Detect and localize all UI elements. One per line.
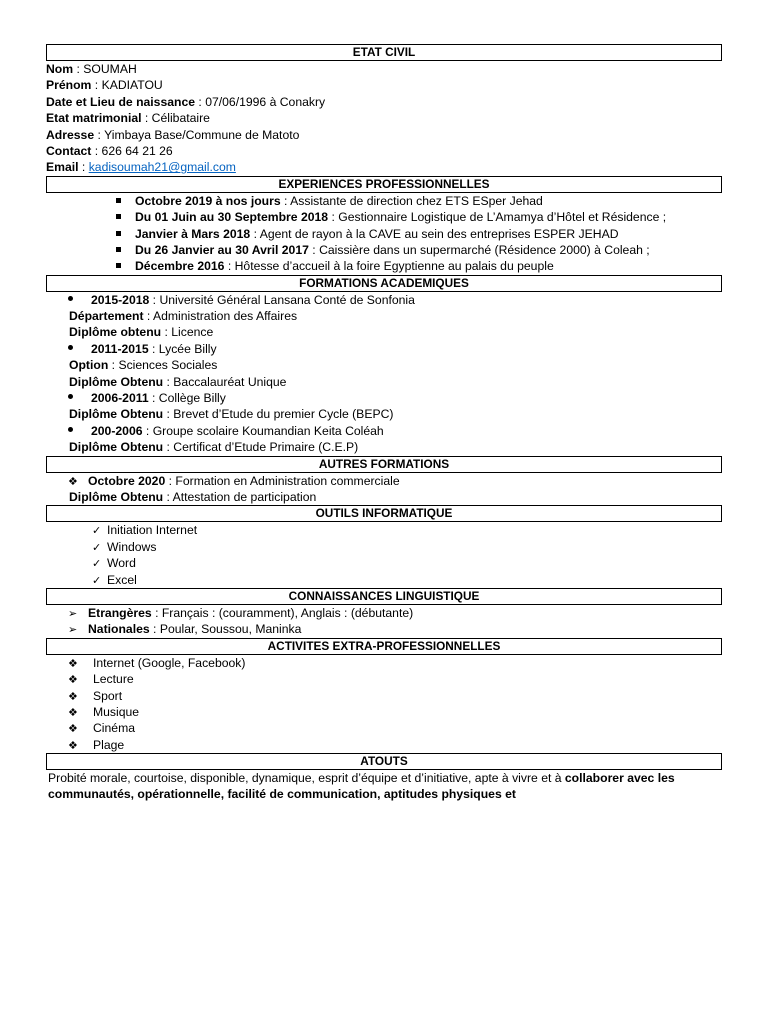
matrimonial-line: Etat matrimonial : Célibataire [46,111,210,126]
nom-value: SOUMAH [83,62,137,76]
outil-item: ✓ Initiation Internet [46,522,722,538]
square-bullet-icon [116,263,121,268]
round-bullet-icon [68,427,73,432]
activite-item: ❖ Lecture [46,671,722,687]
experience-item: Octobre 2019 à nos jours : Assistante de direction chez ETS ESper Jehad [46,193,722,209]
formation-option: Option : Sciences Sociales [69,358,218,373]
nom-line: Nom : SOUMAH [46,62,137,76]
section-header-langues: CONNAISSANCES LINGUISTIQUE [46,588,722,605]
square-bullet-icon [116,247,121,252]
arrow-bullet-icon: ➢ [68,606,78,620]
section-header-outils: OUTILS INFORMATIQUE [46,505,722,522]
contact-line: Contact : 626 64 21 26 [46,143,173,158]
formation-item: 2006-2011 : Collège Billy [46,390,722,406]
checkmark-icon: ✓ [92,557,102,571]
formation-item: 2015-2018 : Université Général Lansana Conté de Sonfonia [46,292,722,308]
formation-item: 200-2006 : Groupe scolaire Koumandian Keita Coléah [46,423,722,439]
experience-item: Janvier à Mars 2018 : Agent de rayon à la CAVE au sein des entreprises ESPER JEHAD [46,226,722,242]
outil-item: ✓ Word [46,555,722,571]
checkmark-icon: ✓ [92,524,102,538]
round-bullet-icon [68,394,73,399]
adresse-value: Yimbaya Base/Commune de Matoto [104,127,300,142]
contact-value: 626 64 21 26 [101,143,173,158]
round-bullet-icon [68,296,73,301]
outil-item: ✓ Excel [46,572,722,588]
checkmark-icon: ✓ [92,573,102,587]
section-header-activites: ACTIVITES EXTRA-PROFESSIONNELLES [46,638,722,655]
formation-diplome: Diplôme Obtenu : Baccalauréat Unique [69,374,287,389]
square-bullet-icon [116,214,121,219]
naissance-value: 07/06/1996 à Conakry [205,94,326,109]
langue-nationales: ➢ Nationales : Poular, Soussou, Maninka [46,621,722,637]
cv-page [46,44,722,803]
experience-item: Du 26 Janvier au 30 Avril 2017 : Caissière dans un supermarché (Résidence 2000) à Coleah ; [46,242,722,258]
adresse-line: Adresse : Yimbaya Base/Commune de Matoto [46,127,300,142]
square-bullet-icon [116,198,121,203]
square-bullet-icon [116,231,121,236]
experience-item: Du 01 Juin au 30 Septembre 2018 : Gestionnaire Logistique de L’Amamya d’Hôtel et Résidence ; [46,209,722,225]
diamond-bullet-icon: ❖ [68,705,78,719]
activite-item: ❖ Internet (Google, Facebook) [46,655,722,671]
formation-departement: Département : Administration des Affaires [69,309,298,324]
checkmark-icon: ✓ [92,540,102,554]
round-bullet-icon [68,345,73,350]
activite-item: ❖ Musique [46,704,722,720]
outil-item: ✓ Windows [46,539,722,555]
langue-etrangeres: ➢ Etrangères : Français : (couramment), Anglais : (débutante) [46,605,722,621]
prenom-value: KADIATOU [101,78,163,93]
autre-formation-item: ❖ Octobre 2020 : Formation en Administration commerciale [46,473,722,489]
diamond-bullet-icon: ❖ [68,474,78,488]
diamond-bullet-icon: ❖ [68,689,78,703]
section-header-formations: FORMATIONS ACADEMIQUES [46,275,722,292]
email-link[interactable]: kadisoumah21@gmail.com [88,160,236,175]
email-line: Email : kadisoumah21@gmail.com [46,160,236,175]
formation-item: 2011-2015 : Lycée Billy [46,341,722,357]
section-header-etat-civil: ETAT CIVIL [46,44,722,61]
activite-item: ❖ Plage [46,737,722,753]
matrimonial-value: Célibataire [151,111,210,126]
diamond-bullet-icon: ❖ [68,738,78,752]
section-header-experiences: EXPERIENCES PROFESSIONNELLES [46,176,722,193]
section-header-autres: AUTRES FORMATIONS [46,456,722,473]
diamond-bullet-icon: ❖ [68,722,78,736]
naissance-line: Date et Lieu de naissance : 07/06/1996 à Conakry [46,94,326,109]
autre-formation-diplome: Diplôme Obtenu : Attestation de participation [69,489,317,504]
atouts-text: Probité morale, courtoise, disponible, dynamique, esprit d’équipe et d’initiative, apte à vivre et à collaborer avec les communautés, opérationnelle, facilité de communication, aptitudes physiques et [48,771,675,802]
activite-item: ❖ Cinéma [46,720,722,736]
diamond-bullet-icon: ❖ [68,673,78,687]
section-header-atouts: ATOUTS [46,753,722,770]
formation-diplome: Diplôme obtenu : Licence [69,325,214,340]
diamond-bullet-icon: ❖ [68,656,78,670]
activite-item: ❖ Sport [46,688,722,704]
formation-diplome: Diplôme Obtenu : Brevet d’Etude du premier Cycle (BEPC) [69,407,394,422]
arrow-bullet-icon: ➢ [68,623,78,637]
prenom-line: Prénom : KADIATOU [46,78,163,93]
experience-item: Décembre 2016 : Hôtesse d’accueil à la foire Egyptienne au palais du peuple [46,258,722,274]
formation-diplome: Diplôme Obtenu : Certificat d’Etude Primaire (C.E.P) [69,440,359,455]
